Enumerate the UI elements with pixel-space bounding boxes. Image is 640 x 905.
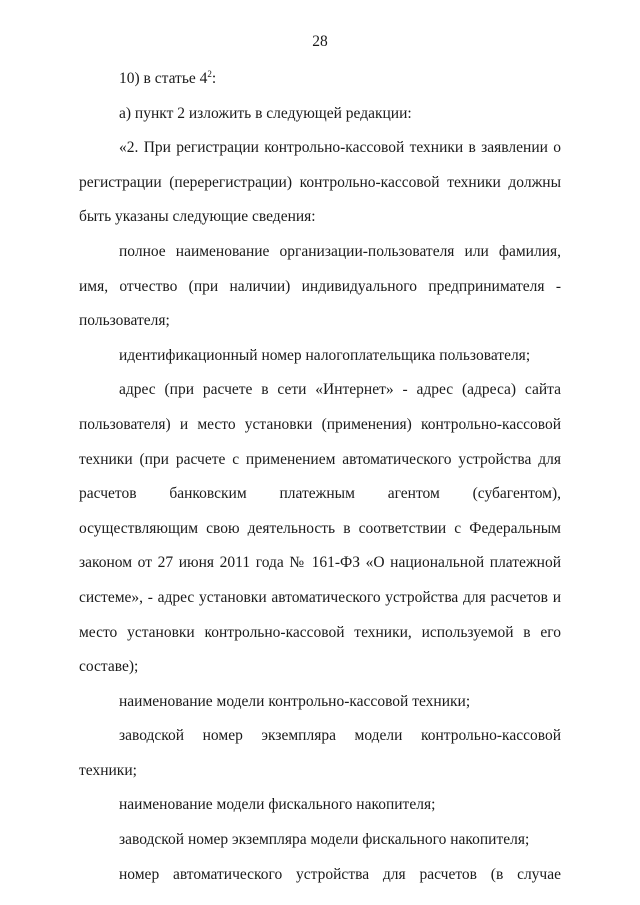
paragraph-fiscal-model: наименование модели фискального накопителя; [119,796,436,814]
document-body [79,62,561,892]
paragraph-fiscal-serial: заводской номер экземпляра модели фискального накопителя; [119,831,530,849]
paragraph-subitem-a: а) пункт 2 изложить в следующей редакции: [119,104,412,122]
paragraph-clause-2-intro: «2. При регистрации контрольно-кассовой техники в заявлении о регистрации (перерегистрации) контрольно-кассовой техники должны быть указаны следующие сведения: [79,139,561,226]
paragraph-register-serial: заводской номер экземпляра модели контрольно-кассовой техники; [79,727,561,779]
item-heading-text: 10) в статье 4 [119,70,208,87]
paragraph-full-name: полное наименование организации-пользователя или фамилия, имя, отчество (при наличии) индивидуального предпринимателя - пользователя; [79,242,561,330]
item-heading-colon: : [211,70,217,87]
paragraph-device-number: номер автоматического устройства для расчетов (в случае [119,865,561,883]
paragraph-address: адрес (при расчете в сети «Интернет» - адрес (адреса) сайта пользователя) и место установки (применения) контрольно-кассовой техники (при расчете с применением автоматического устройства для расчетов банковским платежным агентом (субагентом), осуществляющим свою деятельность в соответствии с Федеральным законом от 27 июня 2011 года № 161-ФЗ «О национальной платежной системе», - адрес установки автоматического устройства для расчетов и место установки контрольно-кассовой техники, используемой в его составе); [79,381,561,676]
page-number: 28 [312,33,328,50]
paragraph-register-model: наименование модели контрольно-кассовой техники; [119,692,471,710]
paragraph-tax-id: идентификационный номер налогоплательщика пользователя; [119,346,531,364]
item-heading [79,62,561,97]
item-heading-superscript: 2 [207,69,212,79]
